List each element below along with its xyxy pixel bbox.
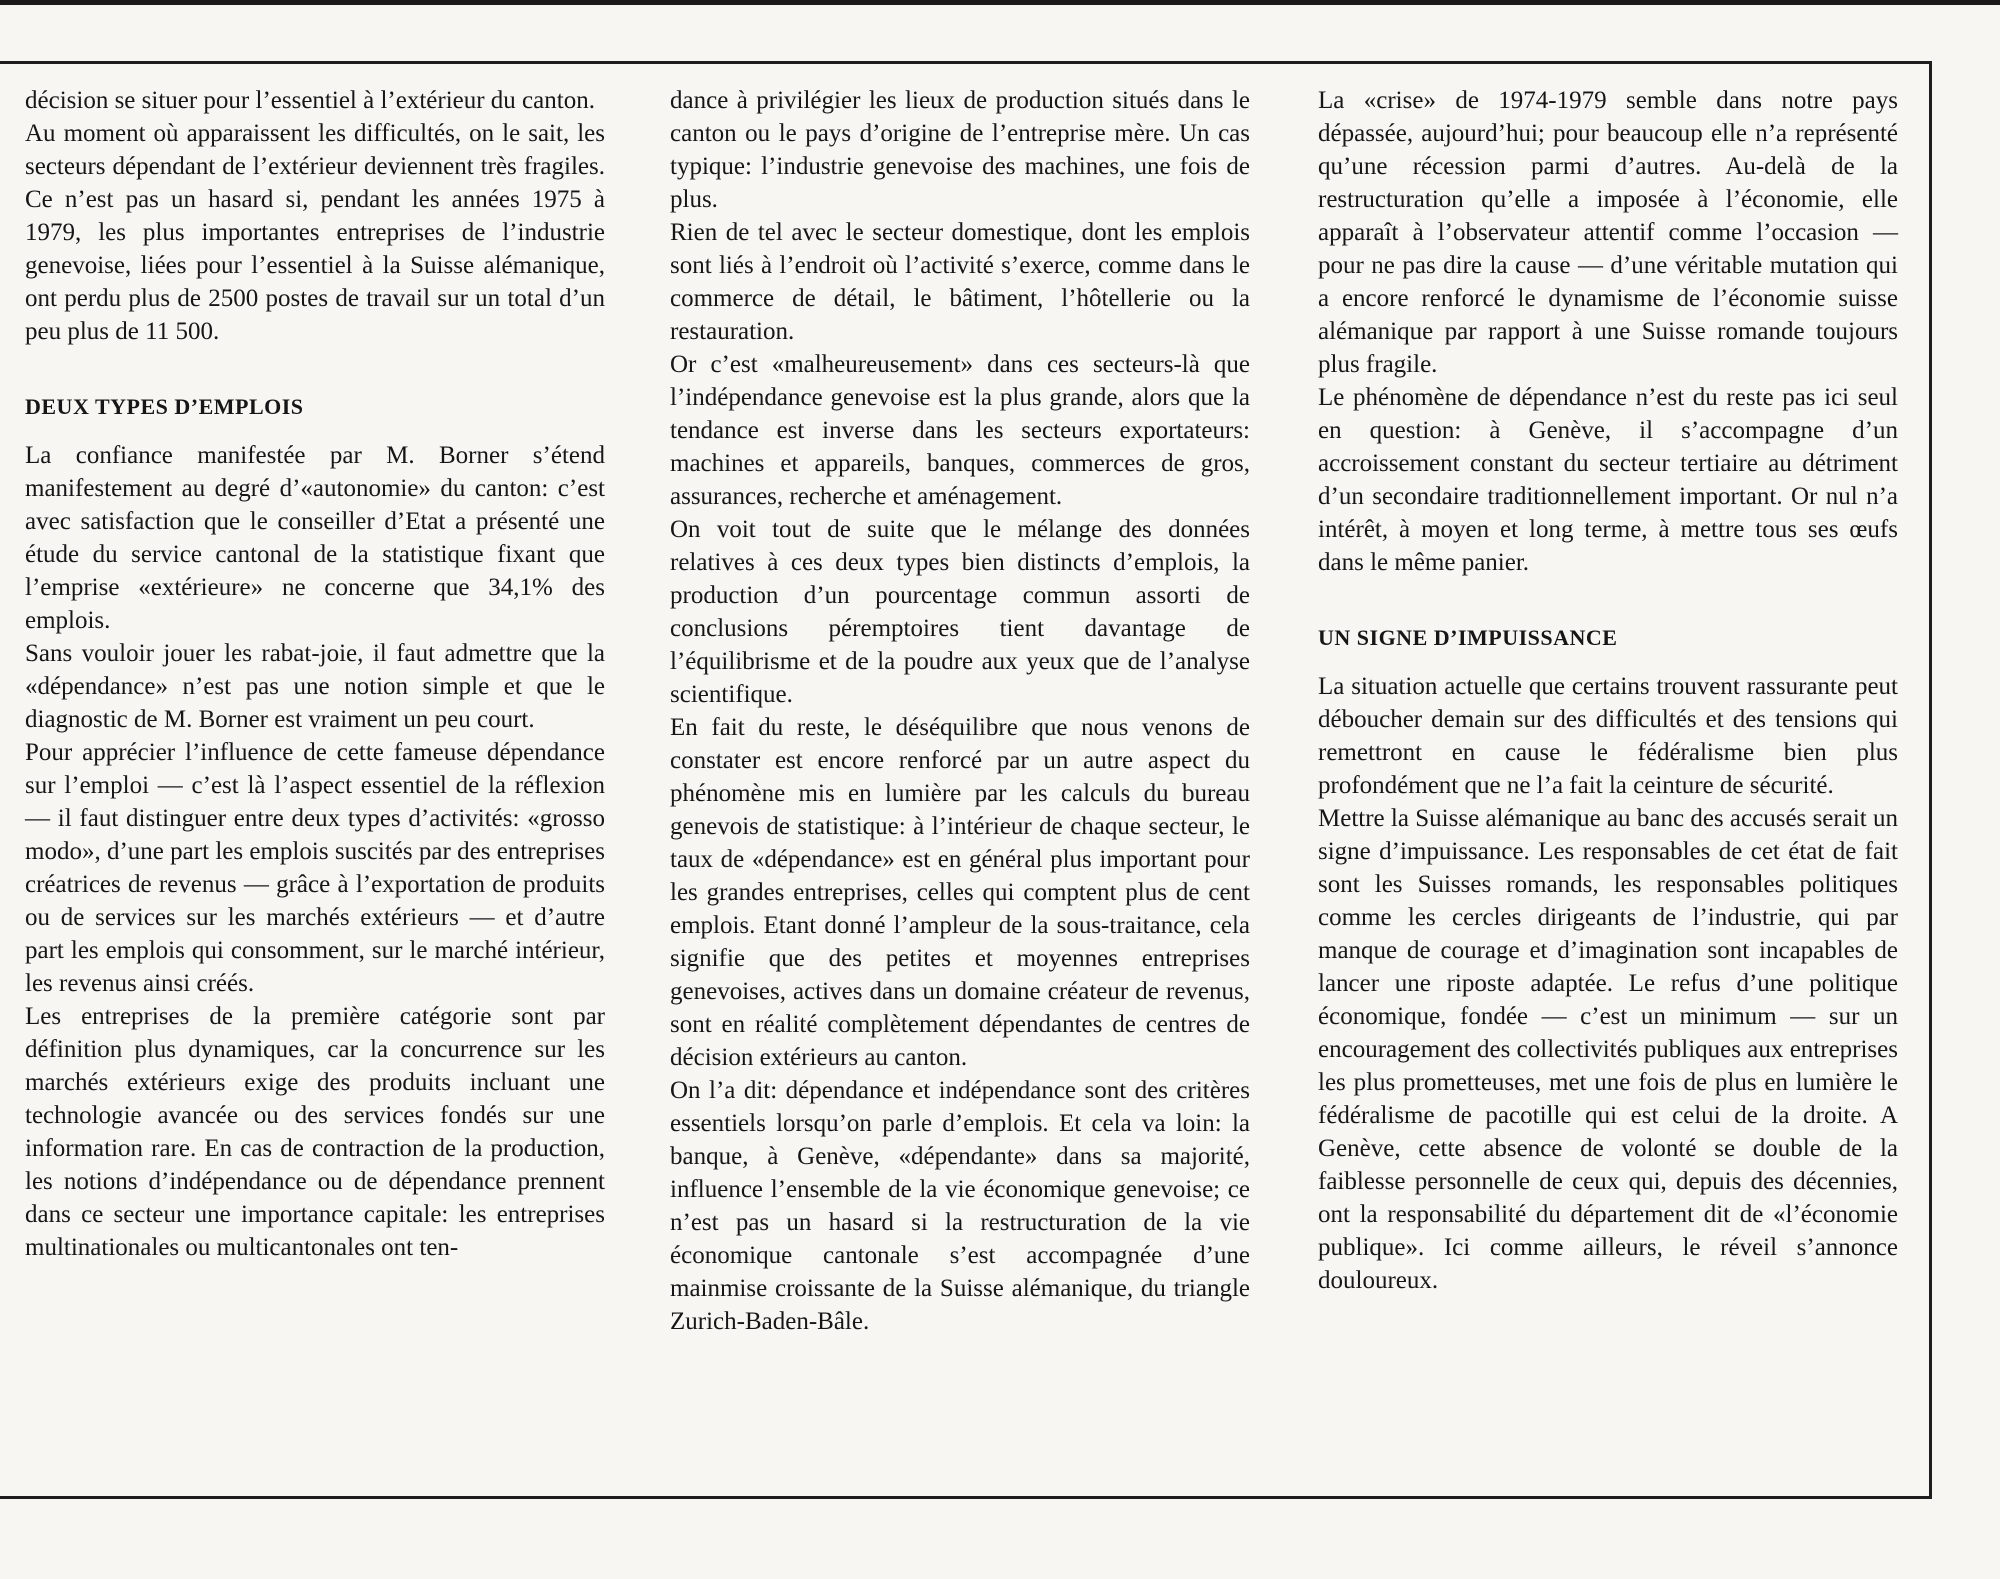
section-heading: DEUX TYPES D’EMPLOIS (25, 394, 304, 419)
paragraph: Sans vouloir jouer les rabat-joie, il faut admettre que la «dépendance» n’est pas une notion simple et que le diagnostic de M. Borner est vraiment un peu court. (25, 640, 605, 733)
paragraph: On l’a dit: dépendance et indépendance sont des critères essentiels lorsqu’on parle d’emplois. Et cela va loin: la banque, à Genève, «dépendante» dans sa majorité, influence l’ensemble de la vie économique genevoise; ce n’est pas un hasard si la restructuration de la vie économique cantonale s’est accompagnée d’une mainmise croissante de la Suisse alémanique, du triangle Zurich-Baden-Bâle. (670, 1077, 1250, 1335)
top-rule (0, 0, 2000, 5)
paragraph: La situation actuelle que certains trouvent rassurante peut déboucher demain sur des difficultés et des tensions qui remettront en cause le fédéralisme bien plus profondément que ne l’a fait la ceinture de sécurité. (1318, 673, 1898, 799)
paragraph: Les entreprises de la première catégorie sont par définition plus dynamiques, car la concurrence sur les marchés extérieurs exige des produits incluant une technologie avancée ou des services fondés sur une information rare. En cas de contraction de la production, les notions d’indépendance ou de dépendance prennent dans ce secteur une importance capitale: les entreprises multinationales ou multicantonales ont ten- (25, 1003, 605, 1261)
paragraph: Mettre la Suisse alémanique au banc des accusés serait un signe d’impuissance. Les responsables de cet état de fait sont les Suisses romands, les responsables politiques comme les cercles dirigeants de l’industrie, qui par manque de courage et d’imagination sont incapables de lancer une riposte adaptée. Le refus d’une politique économique, fondée — c’est un minimum — sur un encouragement des collectivités publiques aux entreprises les plus prometteuses, met une fois de plus en lumière le fédéralisme de pacotille qui est celui de la droite. A Genève, cette absence de volonté se double de la faiblesse personnelle de ceux qui, depuis des décennies, ont la responsabilité du département dit de «l’économie publique». Ici comme ailleurs, le réveil s’annonce douloureux. (1318, 805, 1898, 1294)
paragraph: Pour apprécier l’influence de cette fameuse dépendance sur l’emploi — c’est là l’aspect essentiel de la réflexion — il faut distinguer entre deux types d’activités: «grosso modo», d’une part les emplois suscités par des entreprises créatrices de revenus — grâce à l’exportation de produits ou de services sur les marchés extérieurs — et d’autre part les emplois qui consomment, sur le marché intérieur, les revenus ainsi créés. (25, 739, 605, 997)
paragraph: dance à privilégier les lieux de production situés dans le canton ou le pays d’origine de l’entreprise mère. Un cas typique: l’industrie genevoise des machines, une fois de plus. (670, 87, 1250, 213)
section-heading: UN SIGNE D’IMPUISSANCE (1318, 625, 1618, 650)
column-2 (670, 84, 1250, 1338)
paragraph: décision se situer pour l’essentiel à l’extérieur du canton. (25, 87, 595, 114)
paragraph: En fait du reste, le déséquilibre que nous venons de constater est encore renforcé par un autre aspect du phénomène mis en lumière par les calculs du bureau genevois de statistique: à l’intérieur de chaque secteur, le taux de «dépendance» est en général plus important pour les grandes entreprises, celles qui comptent plus de cent emplois. Etant donné l’ampleur de la sous-traitance, cela signifie que des petites et moyennes entreprises genevoises, actives dans un domaine créateur de revenus, sont en réalité complètement dépendantes de centres de décision extérieurs au canton. (670, 714, 1250, 1071)
paragraph: La confiance manifestée par M. Borner s’étend manifestement au degré d’«autonomie» du canton: c’est avec satisfaction que le conseiller d’Etat a présenté une étude du service cantonal de la statistique fixant que l’emprise «extérieure» ne concerne que 34,1% des emplois. (25, 442, 605, 634)
paragraph: On voit tout de suite que le mélange des données relatives à ces deux types bien distincts d’emplois, la production d’un pourcentage commun assorti de conclusions péremptoires tient davantage de l’équilibrisme et de la poudre aux yeux que de l’analyse scientifique. (670, 516, 1250, 708)
column-1 (25, 84, 605, 1264)
paragraph: La «crise» de 1974-1979 semble dans notre pays dépassée, aujourd’hui; pour beaucoup elle n’a représenté qu’une récession parmi d’autres. Au-delà de la restructuration qu’elle a imposée à l’économie, elle apparaît à l’observateur attentif comme l’occasion — pour ne pas dire la cause — d’une véritable mutation qui a encore renforcé le dynamisme de l’économie suisse alémanique par rapport à une Suisse romande toujours plus fragile. (1318, 87, 1898, 378)
column-3 (1318, 84, 1898, 1297)
paragraph: Or c’est «malheureusement» dans ces secteurs-là que l’indépendance genevoise est la plus grande, alors que la tendance est inverse dans les secteurs exportateurs: machines et appareils, banques, commerces de gros, assurances, recherche et aménagement. (670, 351, 1250, 510)
paragraph: Rien de tel avec le secteur domestique, dont les emplois sont liés à l’endroit où l’activité s’exerce, comme dans le commerce de détail, le bâtiment, l’hôtellerie ou la restauration. (670, 219, 1250, 345)
paragraph: Le phénomène de dépendance n’est du reste pas ici seul en question: à Genève, il s’accompagne d’un accroissement constant du secteur tertiaire au détriment d’un secondaire traditionnellement important. Or nul n’a intérêt, à moyen et long terme, à mettre tous ses œufs dans le même panier. (1318, 384, 1898, 576)
paragraph: Au moment où apparaissent les difficultés, on le sait, les secteurs dépendant de l’extérieur deviennent très fragiles. Ce n’est pas un hasard si, pendant les années 1975 à 1979, les plus importantes entreprises de l’industrie genevoise, liées pour l’essentiel à la Suisse alémanique, ont perdu plus de 2500 postes de travail sur un total d’un peu plus de 11 500. (25, 120, 605, 345)
